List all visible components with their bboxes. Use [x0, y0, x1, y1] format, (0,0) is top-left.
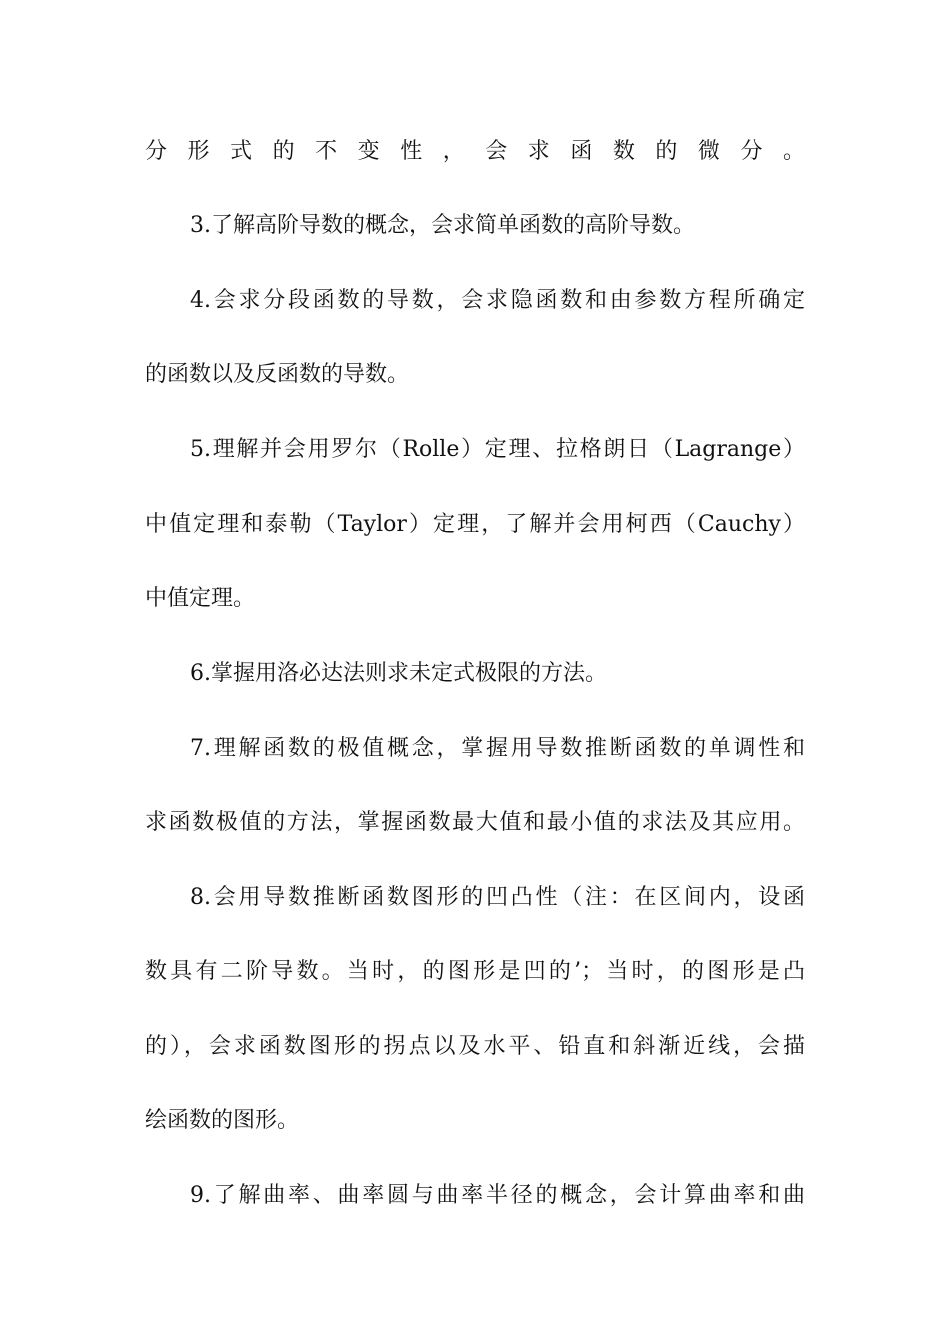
text-line: 中值定理和泰勒（Taylor）定理，了解并会用柯西（Cauchy）: [145, 512, 805, 537]
text-line: 求函数极值的方法，掌握函数最大值和最小值的求法及其应用。: [145, 810, 805, 835]
text-line: 绘函数的图形。: [145, 1108, 300, 1133]
text-line: 的），会求函数图形的拐点以及水平、铅直和斜渐近线，会描: [145, 1034, 805, 1059]
text-line: 数具有二阶导数。当时，的图形是凹的’；当时，的图形是凸: [145, 959, 805, 984]
text-line: 的函数以及反函数的导数。: [145, 362, 410, 387]
text-line: 6.掌握用洛必达法则求未定式极限的方法。: [190, 661, 607, 686]
text-line: 4.会求分段函数的导数，会求隐函数和由参数方程所确定: [190, 288, 805, 313]
text-line: 中值定理。: [145, 586, 256, 611]
text-line: 9.了解曲率、曲率圆与曲率半径的概念，会计算曲率和曲: [190, 1183, 805, 1208]
text-line: 5.理解并会用罗尔（Rolle）定理、拉格朗日（Lagrange）: [190, 437, 805, 462]
text-line: 8.会用导数推断函数图形的凹凸性（注：在区间内，设函: [190, 885, 805, 910]
text-line: 分形式的不变性，会求函数的微分。: [145, 139, 805, 164]
text-line: 3.了解高阶导数的概念，会求简单函数的高阶导数。: [190, 213, 695, 238]
text-line: 7.理解函数的极值概念，掌握用导数推断函数的单调性和: [190, 736, 805, 761]
